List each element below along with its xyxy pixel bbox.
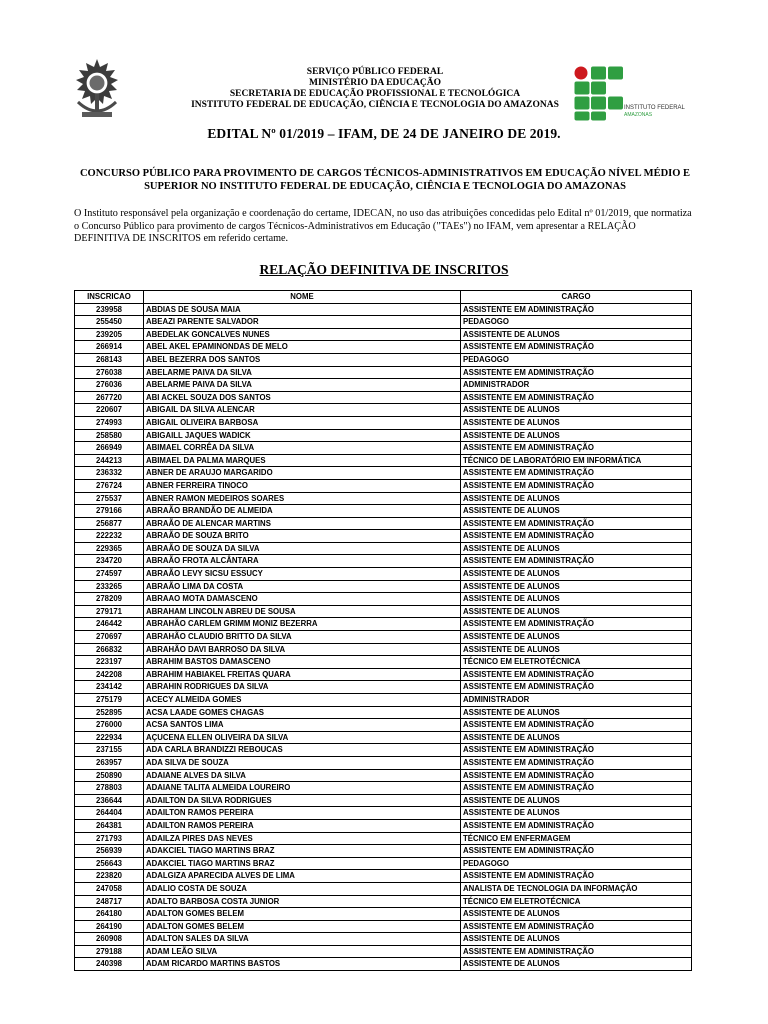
table-row xyxy=(75,530,692,543)
cell-cargo: ASSISTENTE DE ALUNOS xyxy=(461,643,692,656)
logo-text-line: AMAZONAS xyxy=(624,112,653,118)
table-row xyxy=(75,379,692,392)
table-row xyxy=(75,580,692,593)
cell-inscricao: 223197 xyxy=(75,656,144,669)
table-row xyxy=(75,895,692,908)
cell-inscricao: 255450 xyxy=(75,316,144,329)
cell-inscricao: 279188 xyxy=(75,945,144,958)
cell-cargo: ASSISTENTE EM ADMINISTRAÇÃO xyxy=(461,467,692,480)
cell-inscricao: 252895 xyxy=(75,706,144,719)
cell-nome: ADALIO COSTA DE SOUZA xyxy=(144,882,461,895)
cell-inscricao: 237155 xyxy=(75,744,144,757)
cell-cargo: ASSISTENTE EM ADMINISTRAÇÃO xyxy=(461,442,692,455)
edital-title: EDITAL Nº 01/2019 – IFAM, DE 24 DE JANEIRO DE 2019. xyxy=(207,126,561,141)
table-row xyxy=(75,366,692,379)
cell-nome: ACSA LAADE GOMES CHAGAS xyxy=(144,706,461,719)
cell-inscricao: 275537 xyxy=(75,492,144,505)
cell-inscricao: 264404 xyxy=(75,807,144,820)
table-row xyxy=(75,492,692,505)
cell-inscricao: 246442 xyxy=(75,618,144,631)
cell-nome: ABELARME PAIVA DA SILVA xyxy=(144,366,461,379)
cell-cargo: ASSISTENTE DE ALUNOS xyxy=(461,631,692,644)
table-row xyxy=(75,328,692,341)
table-row xyxy=(75,706,692,719)
cell-inscricao: 266949 xyxy=(75,442,144,455)
cell-nome: ABRAÃO FROTA ALCÂNTARA xyxy=(144,555,461,568)
cell-nome: ADAILTON DA SILVA RODRIGUES xyxy=(144,794,461,807)
cell-nome: ADALTON GOMES BELEM xyxy=(144,920,461,933)
cell-cargo: ASSISTENTE DE ALUNOS xyxy=(461,706,692,719)
cell-nome: ADA CARLA BRANDIZZI REBOUCAS xyxy=(144,744,461,757)
cell-inscricao: 239958 xyxy=(75,303,144,316)
table-row xyxy=(75,933,692,946)
cell-cargo: ASSISTENTE EM ADMINISTRAÇÃO xyxy=(461,479,692,492)
cell-inscricao: 236332 xyxy=(75,467,144,480)
table-row xyxy=(75,555,692,568)
table-row xyxy=(75,429,692,442)
cell-cargo: ASSISTENTE EM ADMINISTRAÇÃO xyxy=(461,719,692,732)
cell-nome: ACECY ALMEIDA GOMES xyxy=(144,694,461,707)
cell-nome: ADAIANE TALITA ALMEIDA LOUREIRO xyxy=(144,782,461,795)
cell-inscricao: 264180 xyxy=(75,908,144,921)
cell-inscricao: 279171 xyxy=(75,605,144,618)
cell-cargo: ASSISTENTE EM ADMINISTRAÇÃO xyxy=(461,303,692,316)
cell-nome: ADA SILVA DE SOUZA xyxy=(144,756,461,769)
cell-nome: ABIGAIL DA SILVA ALENCAR xyxy=(144,404,461,417)
table-header-row xyxy=(75,291,692,304)
cell-inscricao: 256643 xyxy=(75,857,144,870)
cell-nome: ADALTON SALES DA SILVA xyxy=(144,933,461,946)
table-row xyxy=(75,505,692,518)
cell-cargo: ASSISTENTE DE ALUNOS xyxy=(461,429,692,442)
cell-nome: ACSA SANTOS LIMA xyxy=(144,719,461,732)
column-header-nome: NOME xyxy=(144,291,461,304)
cell-nome: ABRAÃO DE ALENCAR MARTINS xyxy=(144,517,461,530)
header-line: SECRETARIA DE EDUCAÇÃO PROFISSIONAL E TECNOLÓGICA xyxy=(229,89,521,99)
table-row xyxy=(75,542,692,555)
logo-text-line: INSTITUTO FEDERAL xyxy=(624,105,685,111)
cell-cargo: ASSISTENTE DE ALUNOS xyxy=(461,593,692,606)
table-row xyxy=(75,782,692,795)
table-row xyxy=(75,719,692,732)
table-row xyxy=(75,958,692,971)
cell-nome: ABRAAO MOTA DAMASCENO xyxy=(144,593,461,606)
cell-cargo: TÉCNICO DE LABORATÓRIO EM INFORMÁTICA xyxy=(461,454,692,467)
cell-nome: ABIMAEL CORRÊA DA SILVA xyxy=(144,442,461,455)
table-row xyxy=(75,807,692,820)
table-row xyxy=(75,303,692,316)
cell-nome: ABRAÃO DE SOUZA BRITO xyxy=(144,530,461,543)
cell-nome: ADAIANE ALVES DA SILVA xyxy=(144,769,461,782)
table-row xyxy=(75,794,692,807)
cell-cargo: ASSISTENTE EM ADMINISTRAÇÃO xyxy=(461,782,692,795)
cell-nome: ABRAHÃO CARLEM GRIMM MONIZ BEZERRA xyxy=(144,618,461,631)
cell-inscricao: 278803 xyxy=(75,782,144,795)
cell-inscricao: 276000 xyxy=(75,719,144,732)
cell-inscricao: 258580 xyxy=(75,429,144,442)
cell-cargo: PEDAGOGO xyxy=(461,316,692,329)
intro-paragraph: O Instituto responsável pela organização e coordenação do certame, IDECAN, no uso das atribuições concedidas pelo Edital nº 01/2019, que normatiza o Concurso Público para provimento de cargos Técnicos-Administrativos em Educação ("TAEs") no IFAM, vem apresentar a RELAÇÃO DEFINITIVA DE INSCRITOS em referido certame. xyxy=(74,208,692,244)
cell-inscricao: 275179 xyxy=(75,694,144,707)
cell-cargo: ASSISTENTE EM ADMINISTRAÇÃO xyxy=(461,366,692,379)
cell-cargo: ADMINISTRADOR xyxy=(461,379,692,392)
column-header-inscricao: INSCRICAO xyxy=(75,291,144,304)
table-body xyxy=(75,303,692,970)
cell-inscricao: 223820 xyxy=(75,870,144,883)
cell-inscricao: 264190 xyxy=(75,920,144,933)
cell-inscricao: 263957 xyxy=(75,756,144,769)
cell-inscricao: 256939 xyxy=(75,845,144,858)
cell-nome: ABDIAS DE SOUSA MAIA xyxy=(144,303,461,316)
cell-nome: ABEL AKEL EPAMINONDAS DE MELO xyxy=(144,341,461,354)
table-row xyxy=(75,593,692,606)
cell-inscricao: 267720 xyxy=(75,391,144,404)
cell-inscricao: 229365 xyxy=(75,542,144,555)
cell-nome: ABIMAEL DA PALMA MARQUES xyxy=(144,454,461,467)
cell-cargo: ASSISTENTE DE ALUNOS xyxy=(461,492,692,505)
cell-nome: ADAILZA PIRES DAS NEVES xyxy=(144,832,461,845)
cell-inscricao: 242208 xyxy=(75,668,144,681)
cell-cargo: PEDAGOGO xyxy=(461,857,692,870)
table-row xyxy=(75,870,692,883)
relacao-title: RELAÇÃO DEFINITIVA DE INSCRITOS xyxy=(259,262,509,277)
cell-cargo: ADMINISTRADOR xyxy=(461,694,692,707)
cell-nome: ABRAHIM BASTOS DAMASCENO xyxy=(144,656,461,669)
table-row xyxy=(75,819,692,832)
table-row xyxy=(75,668,692,681)
cell-cargo: ASSISTENTE EM ADMINISTRAÇÃO xyxy=(461,870,692,883)
cell-cargo: ASSISTENTE EM ADMINISTRAÇÃO xyxy=(461,756,692,769)
cell-nome: ABNER FERREIRA TINOCO xyxy=(144,479,461,492)
cell-inscricao: 222232 xyxy=(75,530,144,543)
cell-inscricao: 268143 xyxy=(75,353,144,366)
cell-inscricao: 278209 xyxy=(75,593,144,606)
cell-nome: ABELARME PAIVA DA SILVA xyxy=(144,379,461,392)
cell-cargo: ASSISTENTE EM ADMINISTRAÇÃO xyxy=(461,945,692,958)
cell-inscricao: 276724 xyxy=(75,479,144,492)
cell-cargo: ANALISTA DE TECNOLOGIA DA INFORMAÇÃO xyxy=(461,882,692,895)
cell-nome: ADAM LEÃO SILVA xyxy=(144,945,461,958)
table-row xyxy=(75,316,692,329)
concurso-title: CONCURSO PÚBLICO PARA PROVIMENTO DE CARGOS TÉCNICOS-ADMINISTRATIVOS EM EDUCAÇÃO NÍVEL MÉDIO E SUPERIOR NO INSTITUTO FEDERAL DE EDUCAÇÃO, CIÊNCIA E TECNOLOGIA DO AMAZONAS xyxy=(79,168,691,192)
cell-nome: ABI ACKEL SOUZA DOS SANTOS xyxy=(144,391,461,404)
cell-inscricao: 266914 xyxy=(75,341,144,354)
table-row xyxy=(75,882,692,895)
cell-cargo: ASSISTENTE DE ALUNOS xyxy=(461,404,692,417)
cell-nome: ABNER RAMON MEDEIROS SOARES xyxy=(144,492,461,505)
table-row xyxy=(75,631,692,644)
table-row xyxy=(75,681,692,694)
cell-inscricao: 244213 xyxy=(75,454,144,467)
table-row xyxy=(75,341,692,354)
cell-inscricao: 239205 xyxy=(75,328,144,341)
cell-cargo: ASSISTENTE EM ADMINISTRAÇÃO xyxy=(461,744,692,757)
cell-nome: ABEDELAK GONCALVES NUNES xyxy=(144,328,461,341)
cell-inscricao: 240398 xyxy=(75,958,144,971)
cell-nome: ADALGIZA APARECIDA ALVES DE LIMA xyxy=(144,870,461,883)
cell-cargo: ASSISTENTE DE ALUNOS xyxy=(461,605,692,618)
table-row xyxy=(75,517,692,530)
cell-cargo: ASSISTENTE EM ADMINISTRAÇÃO xyxy=(461,668,692,681)
cell-nome: ABRAHIM HABIAKEL FREITAS QUARA xyxy=(144,668,461,681)
cell-cargo: ASSISTENTE EM ADMINISTRAÇÃO xyxy=(461,391,692,404)
cell-nome: ABIGAIL OLIVEIRA BARBOSA xyxy=(144,416,461,429)
institution-header xyxy=(150,67,600,111)
cell-inscricao: 236644 xyxy=(75,794,144,807)
cell-cargo: ASSISTENTE DE ALUNOS xyxy=(461,505,692,518)
cell-cargo: PEDAGOGO xyxy=(461,353,692,366)
table-row xyxy=(75,769,692,782)
cell-inscricao: 234142 xyxy=(75,681,144,694)
table-row xyxy=(75,920,692,933)
table-row xyxy=(75,391,692,404)
cell-cargo: ASSISTENTE EM ADMINISTRAÇÃO xyxy=(461,555,692,568)
cell-inscricao: 274597 xyxy=(75,568,144,581)
cell-cargo: ASSISTENTE DE ALUNOS xyxy=(461,731,692,744)
cell-inscricao: 264381 xyxy=(75,819,144,832)
cell-cargo: ASSISTENTE DE ALUNOS xyxy=(461,794,692,807)
cell-nome: ABRAÃO DE SOUZA DA SILVA xyxy=(144,542,461,555)
table-row xyxy=(75,618,692,631)
table-row xyxy=(75,744,692,757)
cell-cargo: ASSISTENTE EM ADMINISTRAÇÃO xyxy=(461,819,692,832)
cell-nome: ADAKCIEL TIAGO MARTINS BRAZ xyxy=(144,857,461,870)
table-row xyxy=(75,756,692,769)
cell-cargo: ASSISTENTE EM ADMINISTRAÇÃO xyxy=(461,920,692,933)
cell-nome: ADAILTON RAMOS PEREIRA xyxy=(144,807,461,820)
header-line: MINISTÉRIO DA EDUCAÇÃO xyxy=(309,78,441,88)
cell-nome: ADAM RICARDO MARTINS BASTOS xyxy=(144,958,461,971)
cell-cargo: ASSISTENTE DE ALUNOS xyxy=(461,542,692,555)
cell-inscricao: 234720 xyxy=(75,555,144,568)
cell-inscricao: 233265 xyxy=(75,580,144,593)
cell-inscricao: 247058 xyxy=(75,882,144,895)
brazil-coat-of-arms-icon xyxy=(66,58,128,120)
header-line: SERVIÇO PÚBLICO FEDERAL xyxy=(306,67,444,77)
table-row xyxy=(75,832,692,845)
cell-inscricao: 271793 xyxy=(75,832,144,845)
cell-nome: ABEAZI PARENTE SALVADOR xyxy=(144,316,461,329)
cell-cargo: ASSISTENTE EM ADMINISTRAÇÃO xyxy=(461,517,692,530)
table-row xyxy=(75,353,692,366)
cell-cargo: TÉCNICO EM ELETROTÉCNICA xyxy=(461,895,692,908)
cell-cargo: ASSISTENTE EM ADMINISTRAÇÃO xyxy=(461,681,692,694)
cell-inscricao: 274993 xyxy=(75,416,144,429)
cell-cargo: ASSISTENTE EM ADMINISTRAÇÃO xyxy=(461,530,692,543)
cell-cargo: TÉCNICO EM ELETROTÉCNICA xyxy=(461,656,692,669)
cell-nome: ADAKCIEL TIAGO MARTINS BRAZ xyxy=(144,845,461,858)
table-row xyxy=(75,479,692,492)
cell-cargo: ASSISTENTE DE ALUNOS xyxy=(461,908,692,921)
table-row xyxy=(75,945,692,958)
table-row xyxy=(75,643,692,656)
table-row xyxy=(75,845,692,858)
table-row xyxy=(75,467,692,480)
cell-inscricao: 270697 xyxy=(75,631,144,644)
cell-cargo: TÉCNICO EM ENFERMAGEM xyxy=(461,832,692,845)
cell-nome: ABRAHÃO CLAUDIO BRITTO DA SILVA xyxy=(144,631,461,644)
table-row xyxy=(75,568,692,581)
table-row xyxy=(75,656,692,669)
column-header-cargo: CARGO xyxy=(461,291,692,304)
cell-nome: ABRAHAM LINCOLN ABREU DE SOUSA xyxy=(144,605,461,618)
cell-nome: ABNER DE ARAUJO MARGARIDO xyxy=(144,467,461,480)
cell-inscricao: 279166 xyxy=(75,505,144,518)
cell-inscricao: 260908 xyxy=(75,933,144,946)
cell-inscricao: 220607 xyxy=(75,404,144,417)
cell-cargo: ASSISTENTE EM ADMINISTRAÇÃO xyxy=(461,845,692,858)
table-row xyxy=(75,454,692,467)
cell-cargo: ASSISTENTE EM ADMINISTRAÇÃO xyxy=(461,341,692,354)
cell-cargo: ASSISTENTE DE ALUNOS xyxy=(461,416,692,429)
cell-nome: ABRAÃO BRANDÃO DE ALMEIDA xyxy=(144,505,461,518)
cell-inscricao: 276036 xyxy=(75,379,144,392)
table-row xyxy=(75,404,692,417)
cell-cargo: ASSISTENTE DE ALUNOS xyxy=(461,568,692,581)
cell-cargo: ASSISTENTE DE ALUNOS xyxy=(461,958,692,971)
table-row xyxy=(75,908,692,921)
cell-nome: AÇUCENA ELLEN OLIVEIRA DA SILVA xyxy=(144,731,461,744)
cell-inscricao: 276038 xyxy=(75,366,144,379)
table-row xyxy=(75,442,692,455)
header-line: INSTITUTO FEDERAL DE EDUCAÇÃO, CIÊNCIA E TECNOLOGIA DO AMAZONAS xyxy=(191,100,559,110)
cell-nome: ADAILTON RAMOS PEREIRA xyxy=(144,819,461,832)
cell-nome: ABRAÃO LIMA DA COSTA xyxy=(144,580,461,593)
cell-inscricao: 256877 xyxy=(75,517,144,530)
cell-nome: ABRAHÃO DAVI BARROSO DA SILVA xyxy=(144,643,461,656)
table-row xyxy=(75,731,692,744)
cell-cargo: ASSISTENTE DE ALUNOS xyxy=(461,933,692,946)
cell-inscricao: 222934 xyxy=(75,731,144,744)
ifam-logo-icon xyxy=(572,64,685,122)
cell-cargo: ASSISTENTE DE ALUNOS xyxy=(461,580,692,593)
cell-inscricao: 266832 xyxy=(75,643,144,656)
inscritos-table xyxy=(74,290,692,971)
cell-nome: ADALTON GOMES BELEM xyxy=(144,908,461,921)
cell-cargo: ASSISTENTE DE ALUNOS xyxy=(461,328,692,341)
cell-cargo: ASSISTENTE EM ADMINISTRAÇÃO xyxy=(461,769,692,782)
cell-nome: ABRAHIN RODRIGUES DA SILVA xyxy=(144,681,461,694)
table-row xyxy=(75,416,692,429)
table-row xyxy=(75,857,692,870)
cell-nome: ADALTO BARBOSA COSTA JUNIOR xyxy=(144,895,461,908)
cell-nome: ABIGAILL JAQUES WADICK xyxy=(144,429,461,442)
cell-cargo: ASSISTENTE EM ADMINISTRAÇÃO xyxy=(461,618,692,631)
cell-nome: ABRAÃO LEVY SICSU ESSUCY xyxy=(144,568,461,581)
table-row xyxy=(75,694,692,707)
cell-inscricao: 250890 xyxy=(75,769,144,782)
cell-cargo: ASSISTENTE DE ALUNOS xyxy=(461,807,692,820)
cell-inscricao: 248717 xyxy=(75,895,144,908)
cell-nome: ABEL BEZERRA DOS SANTOS xyxy=(144,353,461,366)
table-row xyxy=(75,605,692,618)
